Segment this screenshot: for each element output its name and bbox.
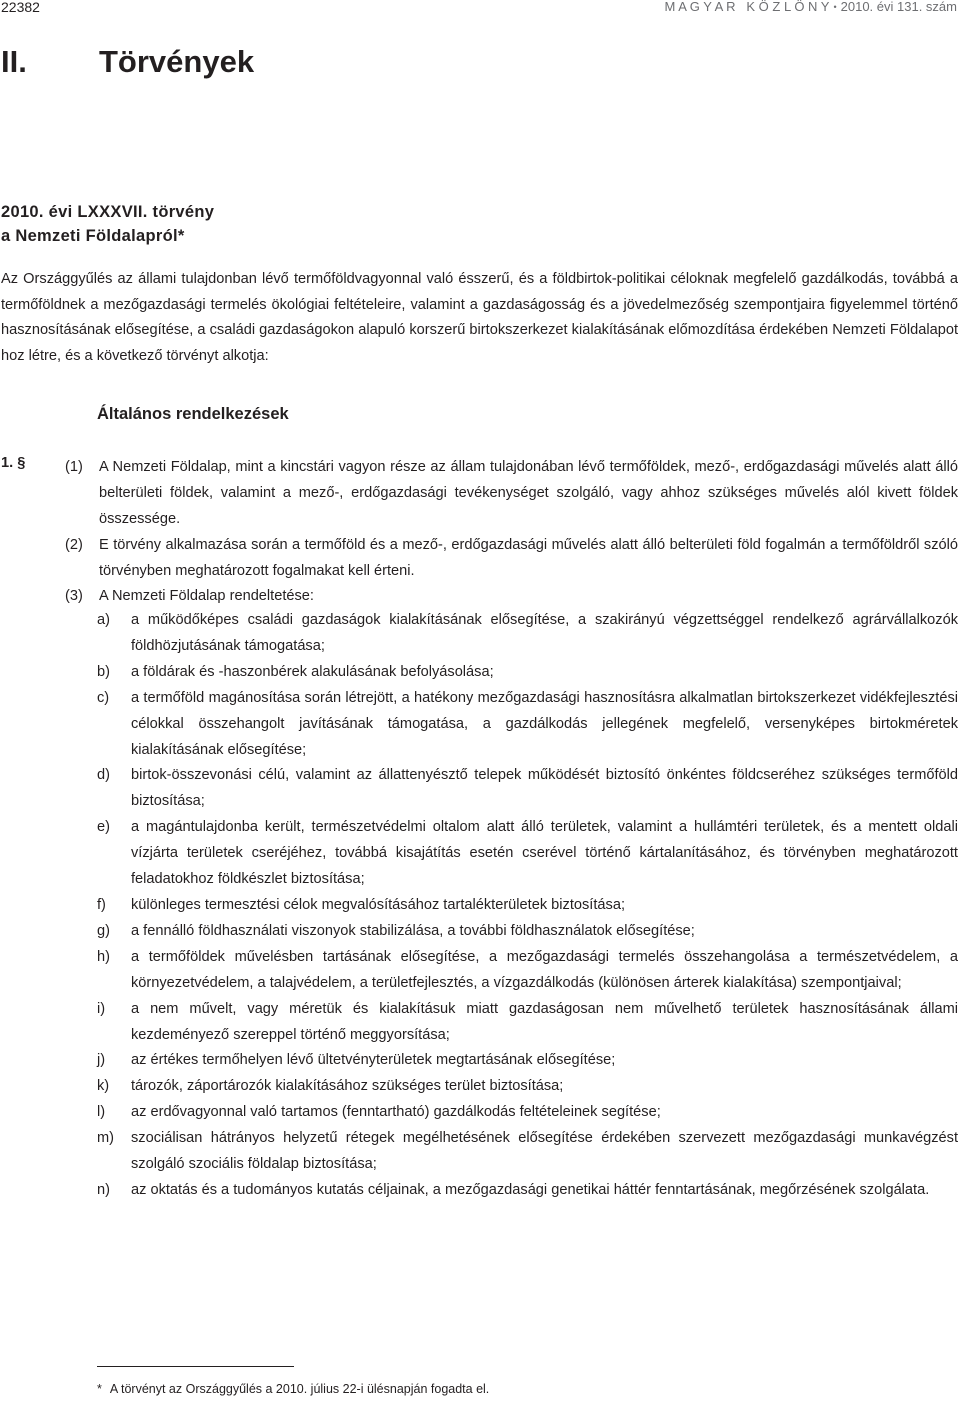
page-number: 22382 [1,0,40,15]
running-header [665,0,958,14]
law-title [1,200,214,248]
list-item-letter: b) [97,663,110,680]
list-item [97,686,958,764]
list-item [97,660,958,686]
list-item-letter: a) [97,612,110,628]
list-item-letter: n) [97,1181,110,1198]
list-item-text: tározók, záportározók kialakításához szükséges terület biztosítása; [131,1078,564,1095]
law-title-number: 2010. évi LXXXVII. törvény [1,203,215,221]
list-item-letter: k) [97,1078,110,1095]
list-item [97,1074,958,1100]
list-item-letter: m) [97,1130,115,1147]
list-item [97,945,958,997]
list-item-letter: f) [97,896,106,913]
list-item-text: szociálisan hátrányos helyzetű rétegek megélhetésének elősegítése érdekében szervezett mezőgazdasági munkavégzést szolgáló szociális földalap biztosítása; [131,1130,958,1173]
list-item-letter: j) [97,1052,106,1069]
list-item-letter: l) [97,1104,106,1121]
list-item [97,1178,958,1204]
list-item-letter: g) [97,922,110,939]
list-item-letter: c) [97,689,110,706]
list-item-text: a termőföldek művelésben tartásának elősegítése, a mezőgazdasági termelés összehangolása a természetvédelem, a környezetvédelem, a talajvédelem, a területfejlesztés, a vízgazdálkodás (különösen árterek kialakítása) szempontjaival; [131,948,958,991]
law-title-subject: a Nemzeti Földalapról* [1,227,185,245]
part-number: II. [1,44,27,79]
footnote-mark: * [97,1382,102,1396]
list-item-text: a működőképes családi gazdaságok kialakításának elősegítése, a szakirányú végzettséggel rendelkező agrárvállalkozók földhözjutásának támogatása; [131,612,958,654]
list-item-letter: i) [97,1000,106,1017]
list-item [97,1126,958,1178]
part-title: Törvények [99,44,255,79]
footnote-divider [97,1366,294,1367]
list-item-text: az értékes termőhelyen lévő ültetvényterületek megtartásának elősegítése; [131,1052,616,1069]
list-item [97,919,958,945]
list-item-text: a földárak és -haszonbérek alakulásának befolyásolása; [131,663,494,680]
issue-number: 2010. évi 131. szám [840,0,957,14]
list-item [97,893,958,919]
paragraph-3 [65,584,958,610]
paragraph-text: E törvény alkalmazása során a termőföld és a mező-, erdőgazdasági művelés alatt álló belterületi föld fogalmán a termőföldről szóló törvényben meghatározott fogalmakat kell érteni. [99,537,958,579]
paragraph-number: (3) [65,588,83,604]
footnote [97,1382,489,1396]
list-item [97,997,958,1049]
header-separator: • [833,2,837,12]
preamble: Az Országgyűlés az állami tulajdonban lévő termőföldvagyonnal való ésszerű, és a földbirtok-politikai céloknak megfelelő gazdálkodás, továbbá a termőföldnek a mezőgazdasági termelés ökológiai feltételeire, valamint a gazdaságosság és a jövedelmezőség szempontjaira figyelemmel történő hasznosításának elősegítése, a családi gazdaságokon alapuló korszerű birtokszerkezet kialakításának előmozdítása érdekében Nemzeti Földalapot hoz létre, és a következő törvényt alkotja: [1,271,958,365]
list-item-letter: h) [97,948,110,965]
section-heading: Általános rendelkezések [97,405,289,423]
list-item-text: különleges termesztési célok megvalósításához tartalékterületek biztosítása; [131,896,625,913]
paragraph-text: A Nemzeti Földalap, mint a kincstári vagyon része az állam tulajdonában lévő termőföldek, mező-, erdőgazdasági művelés alatt álló belterületi földek, valamint a mező-, erdőgazdasági tevékenységet szolgáló, vagy ahhoz szükséges művelés alól kivett földek összessége. [99,459,958,527]
list-item-text: a fennálló földhasználati viszonyok stabilizálása, a további földhasználatok elősegítése; [131,922,695,939]
paragraph-2 [65,533,958,585]
paragraph-number: (2) [65,537,83,553]
list-item [97,1100,958,1126]
list-item [97,763,958,815]
list-item [97,1048,958,1074]
list-item-text: az erdővagyonnal való tartamos (fenntartható) gazdálkodás feltételeinek segítése; [131,1104,661,1121]
list-item [97,608,958,660]
purpose-list [97,608,958,1204]
list-item-letter: d) [97,767,110,784]
list-item-text: birtok-összevonási célú, valamint az állattenyésztő telepek működését biztosító önkéntes földcseréhez szükséges termőföld biztosítása; [131,767,958,810]
list-item-text: a magántulajdonba került, természetvédelmi oltalom alatt álló területek, valamint a hullámtéri területek, és a mentett oldali vízjárta területek cseréjéhez, továbbá kisajátítás esetén cserével történő kártalanításához, és törvényben meghatározott feladatokhoz földkészlet biztosítása; [131,819,958,888]
paragraph-text: A Nemzeti Földalap rendeltetése: [99,588,314,604]
section-label: 1. § [1,455,26,471]
list-item [97,815,958,893]
paragraph-number: (1) [65,459,83,475]
paragraph-1 [65,455,958,533]
list-item-letter: e) [97,819,110,836]
list-item-text: az oktatás és a tudományos kutatás céljainak, a mezőgazdasági genetikai háttér fenntartásának, megőrzésének szolgálata. [131,1181,930,1198]
list-item-text: a termőföld magánosítása során létrejött, a hatékony mezőgazdasági hasznosításra alkalmatlan birtokszerkezet vidékfejlesztési célokkal összehangolt javításának támogatása, a gazdálkodás jellegének megfelelő, versenyképes birtokméretek kialakításának elősegítése; [131,689,958,758]
journal-name: M A G Y A R K Ö Z L Ö N Y [664,0,830,14]
list-item-text: a nem művelt, vagy méretük és kialakításuk miatt gazdaságosan nem művelhető területek hasznosításának állami kezdeményező szereppel történő meggyorsítása; [131,1000,958,1043]
footnote-text: A törvényt az Országgyűlés a 2010. július 22-i ülésnapján fogadta el. [109,1382,490,1396]
